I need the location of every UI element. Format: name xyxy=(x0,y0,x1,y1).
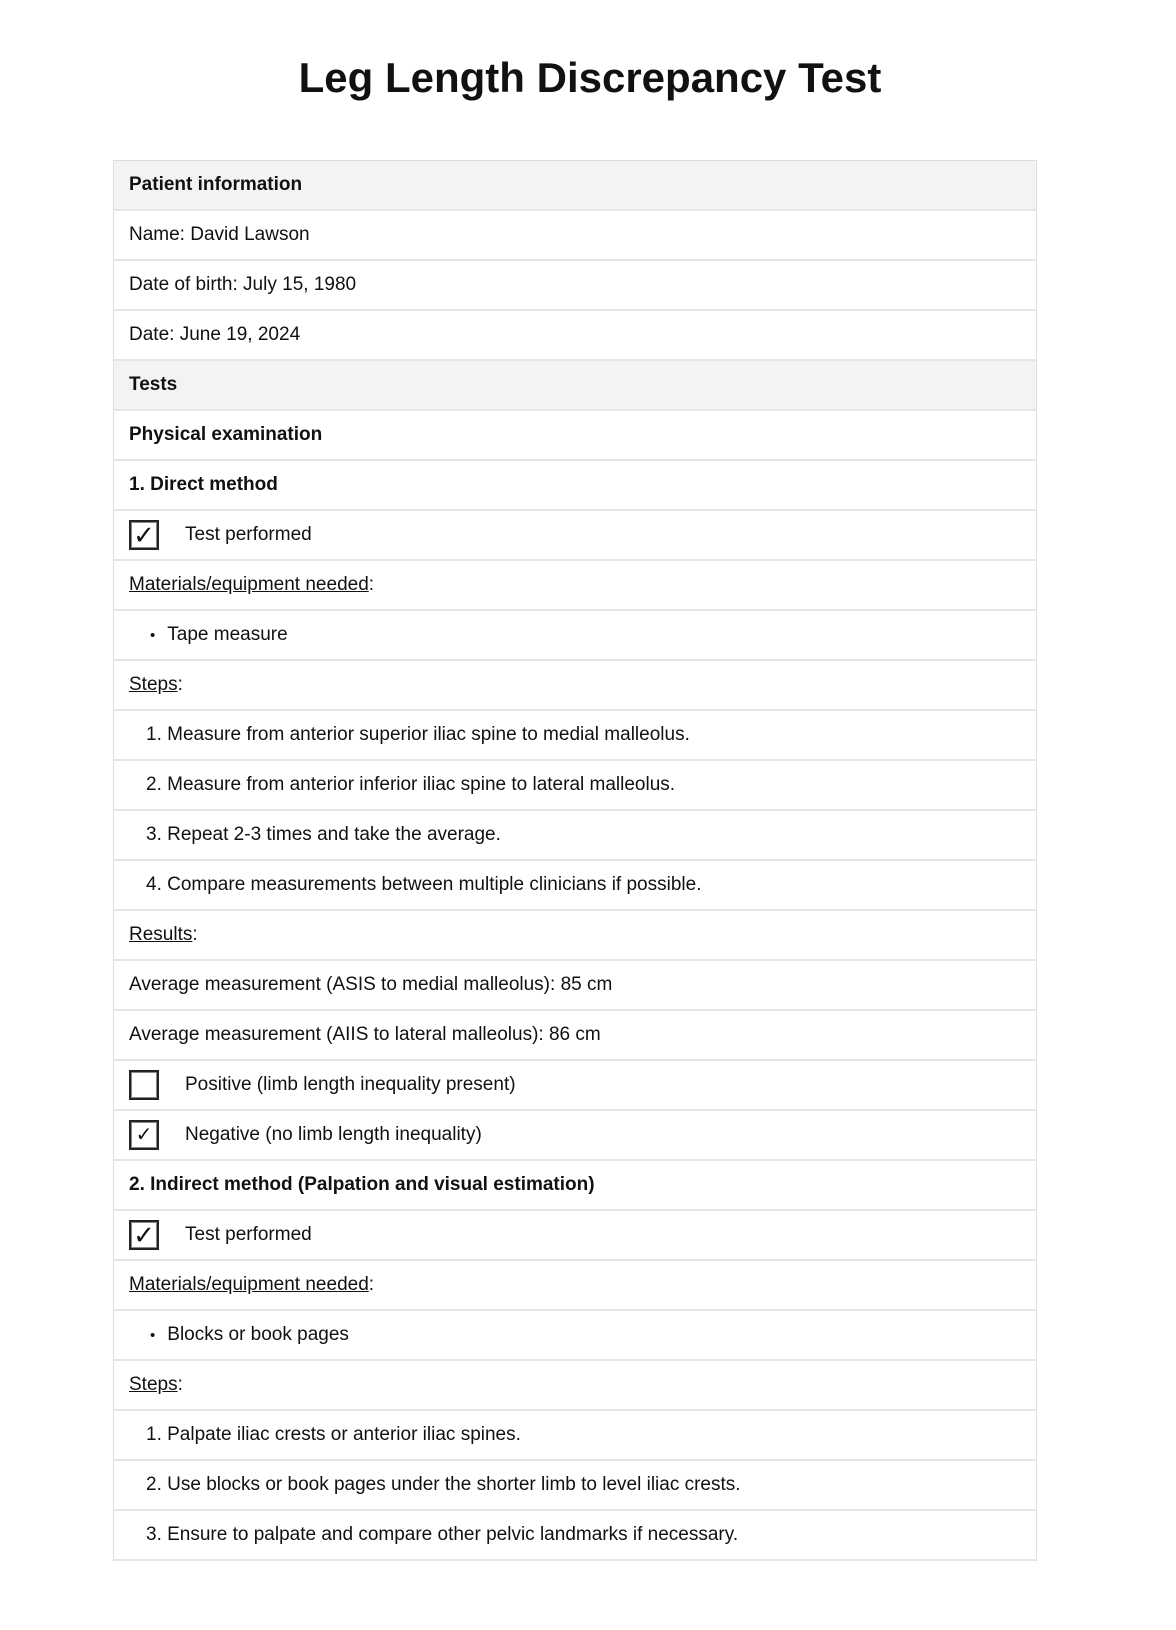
checkbox-label: Test performed xyxy=(185,524,312,545)
step-item: 3. Repeat 2-3 times and take the average. xyxy=(114,811,1036,861)
positive-result-option[interactable] xyxy=(114,1061,1036,1111)
steps-label: Steps xyxy=(129,674,178,695)
indirect-test-performed[interactable] xyxy=(114,1211,1036,1261)
section-header-tests: Tests xyxy=(114,361,1036,411)
colon: : xyxy=(368,1274,375,1295)
step-item: 1. Palpate iliac crests or anterior iliac spines. xyxy=(114,1411,1036,1461)
materials-label-row xyxy=(114,1261,1036,1311)
colon: : xyxy=(192,924,198,945)
section-header-patient: Patient information xyxy=(114,161,1036,211)
checkbox-checked[interactable]: ✓ xyxy=(129,1120,159,1150)
indirect-method-heading: 2. Indirect method (Palpation and visual estimation) xyxy=(114,1161,1036,1211)
checkbox-unchecked[interactable] xyxy=(129,1070,159,1100)
checkbox-label: Positive (limb length inequality present) xyxy=(185,1074,516,1095)
colon: : xyxy=(177,1374,183,1395)
material-item: • Blocks or book pages xyxy=(114,1311,1036,1361)
results-label: Results xyxy=(129,924,193,945)
checkbox-checked[interactable]: ✓ xyxy=(129,1220,159,1250)
materials-label-row xyxy=(114,561,1036,611)
step-item: 2. Measure from anterior inferior iliac spine to lateral malleolus. xyxy=(114,761,1036,811)
colon: : xyxy=(368,574,375,595)
checkbox-label: Negative (no limb length inequality) xyxy=(185,1124,482,1145)
test-form-table xyxy=(113,160,1037,1561)
step-item: 4. Compare measurements between multiple clinicians if possible. xyxy=(114,861,1036,911)
materials-label: Materials/equipment needed xyxy=(129,574,369,595)
materials-label: Materials/equipment needed xyxy=(129,1274,369,1295)
steps-label: Steps xyxy=(129,1374,178,1395)
step-item: 2. Use blocks or book pages under the shorter limb to level iliac crests. xyxy=(114,1461,1036,1511)
result-asis: Average measurement (ASIS to medial malleolus): 85 cm xyxy=(114,961,1036,1011)
direct-method-heading: 1. Direct method xyxy=(114,461,1036,511)
step-item: 3. Ensure to palpate and compare other pelvic landmarks if necessary. xyxy=(114,1511,1036,1561)
step-item: 1. Measure from anterior superior iliac spine to medial malleolus. xyxy=(114,711,1036,761)
exam-date: Date: June 19, 2024 xyxy=(114,311,1036,361)
patient-name: Name: David Lawson xyxy=(114,211,1036,261)
results-label-row xyxy=(114,911,1036,961)
material-item: • Tape measure xyxy=(114,611,1036,661)
colon: : xyxy=(177,674,183,695)
patient-dob: Date of birth: July 15, 1980 xyxy=(114,261,1036,311)
direct-test-performed[interactable] xyxy=(114,511,1036,561)
page-title: Leg Length Discrepancy Test xyxy=(298,54,882,101)
steps-label-row xyxy=(114,661,1036,711)
checkbox-checked[interactable]: ✓ xyxy=(129,520,159,550)
negative-result-option[interactable] xyxy=(114,1111,1036,1161)
steps-label-row xyxy=(114,1361,1036,1411)
physical-exam-heading: Physical examination xyxy=(114,411,1036,461)
checkbox-label: Test performed xyxy=(185,1224,312,1245)
result-aiis: Average measurement (AIIS to lateral malleolus): 86 cm xyxy=(114,1011,1036,1061)
